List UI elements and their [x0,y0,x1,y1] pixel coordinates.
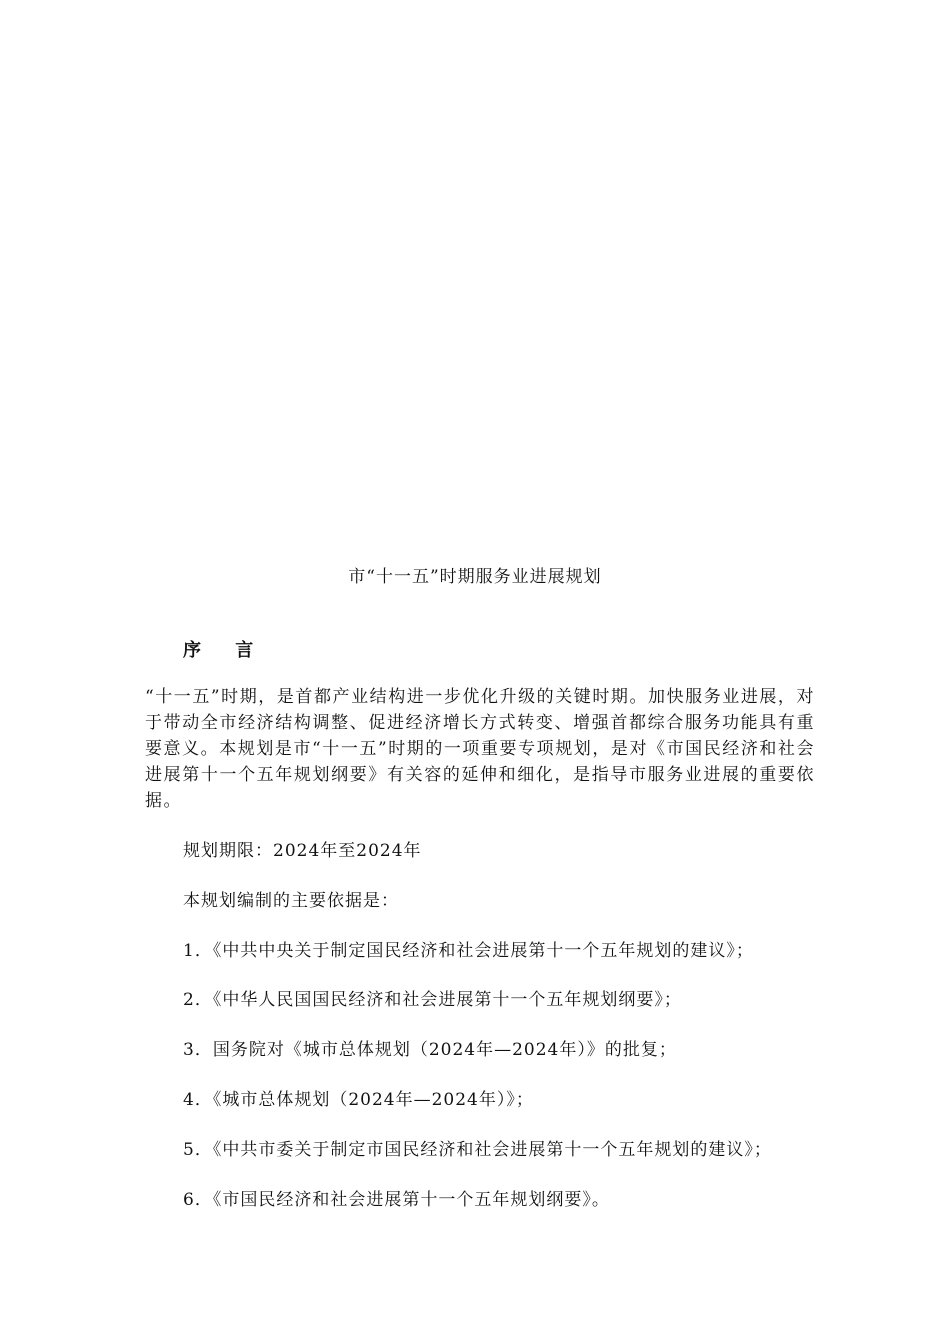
document-title: 市“十一五”时期服务业进展规划 [348,567,602,587]
basis-item: 1．《中共中央关于制定国民经济和社会进展第十一个五年规划的建议》； [183,941,754,961]
basis-item: 5．《中共市委关于制定市国民经济和社会进展第十一个五年规划的建议》； [183,1140,772,1160]
planning-period: 规划期限：2024年至2024年 [183,841,422,861]
section-heading-preface: 序 言 [183,640,268,661]
basis-item: 2．《中华人民国国民经济和社会进展第十一个五年规划纲要》； [183,990,682,1010]
intro-paragraph: “十一五”时期，是首都产业结构进一步优化升级的关键时期。加快服务业进展，对于带动全市经济结构调整、促进经济增长方式转变、增强首都综合服务功能具有重要意义。本规划是市“十一五”时期的一项重要专项规划，是对《市国民经济和社会进展第十一个五年规划纲要》有关容的延伸和细化，是指导市服务业进展的重要依据。 [145,687,815,811]
basis-item: 6．《市国民经济和社会进展第十一个五年规划纲要》。 [183,1190,610,1210]
basis-intro: 本规划编制的主要依据是： [183,891,399,911]
basis-item: 3．国务院对《城市总体规划（2024年—2024年）》的批复； [183,1040,677,1060]
basis-item: 4．《城市总体规划（2024年—2024年）》； [183,1090,534,1110]
